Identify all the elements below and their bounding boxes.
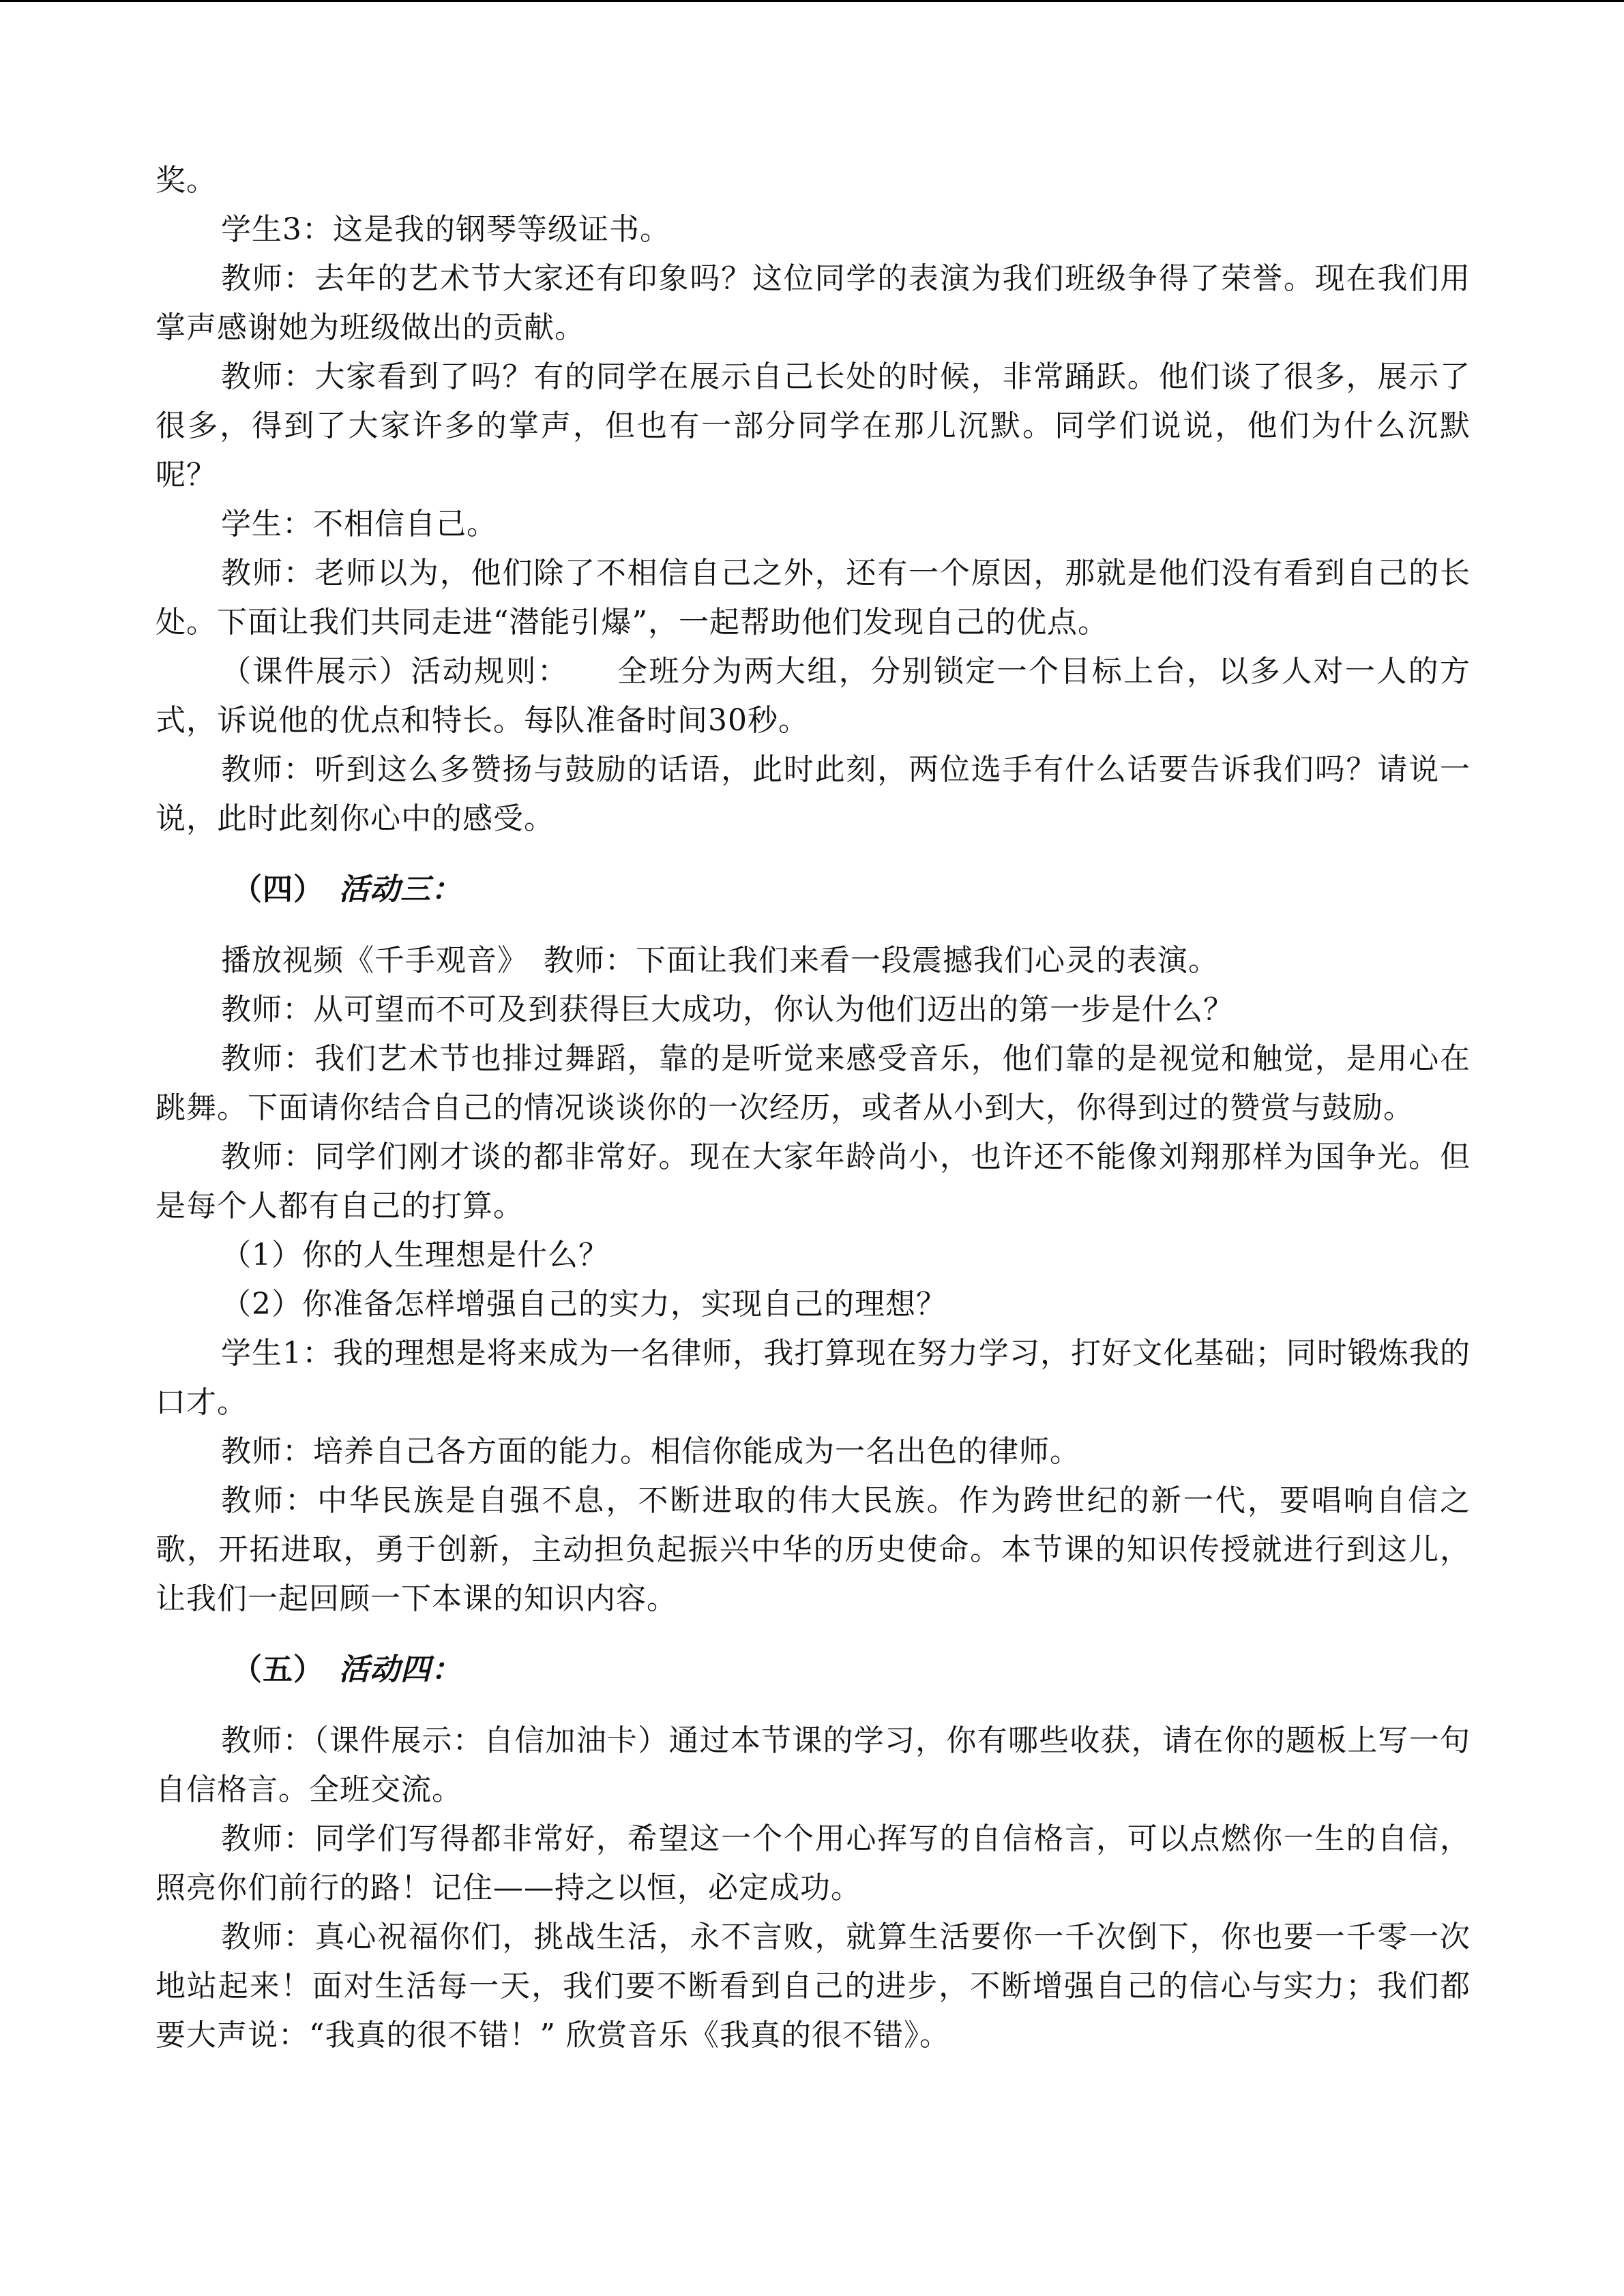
paragraph: 教师：老师以为，他们除了不相信自己之外，还有一个原因，那就是他们没有看到自己的长处。下面让我们共同走进“潜能引爆”，一起帮助他们发现自己的优点。 [156,556,1471,640]
section-title: 活动三： [339,872,462,907]
paragraph: 教师：中华民族是自强不息，不断进取的伟大民族。作为跨世纪的新一代，要唱响自信之歌，开拓进取，勇于创新，主动担负起振兴中华的历史使命。本节课的知识传授就进行到这儿，让我们一起回顾一下本课的知识内容。 [156,1483,1471,1616]
paragraph: 教师：从可望而不可及到获得巨大成功，你认为他们迈出的第一步是什么？ [221,992,1234,1027]
section-number: （五） [232,1652,324,1687]
section-number: （四） [232,872,324,907]
paragraph: （2）你准备怎样增强自己的实力，实现自己的理想？ [221,1287,947,1322]
paragraph: 教师：同学们刚才谈的都非常好。现在大家年龄尚小，也许还不能像刘翔那样为国争光。但是每个人都有自己的打算。 [156,1139,1471,1223]
paragraph: 学生1：我的理想是将来成为一名律师，我打算现在努力学习，打好文化基础；同时锻炼我的口才。 [156,1336,1471,1420]
paragraph: 教师：去年的艺术节大家还有印象吗？这位同学的表演为我们班级争得了荣誉。现在我们用掌声感谢她为班级做出的贡献。 [156,261,1471,345]
paragraph: （课件展示）活动规则： 全班分为两大组，分别锁定一个目标上台，以多人对一人的方式，诉说他的优点和特长。每队准备时间30秒。 [156,654,1471,738]
paragraph: 教师：（课件展示：自信加油卡）通过本节课的学习，你有哪些收获，请在你的题板上写一句自信格言。全班交流。 [156,1723,1471,1807]
paragraph: 教师：培养自己各方面的能力。相信你能成为一名出色的律师。 [221,1434,1080,1469]
paragraph: 教师：听到这么多赞扬与鼓励的话语，此时此刻，两位选手有什么话要告诉我们吗？请说一说，此时此刻你心中的感受。 [156,752,1471,836]
section-heading-activity-4 [156,1645,1471,1695]
paragraph: 教师：同学们写得都非常好，希望这一个个用心挥写的自信格言，可以点燃你一生的自信，照亮你们前行的路！记住——持之以恒，必定成功。 [156,1821,1471,1905]
paragraph: 奖。 [156,163,217,198]
section-title: 活动四： [339,1652,462,1687]
paragraph: 学生3：这是我的钢琴等级证书。 [221,212,670,247]
paragraph: 教师：真心祝福你们，挑战生活，永不言败，就算生活要你一千次倒下，你也要一千零一次地站起来！面对生活每一天，我们要不断看到自己的进步，不断增强自己的信心与实力；我们都要大声说：“我真的很不错！” 欣赏音乐《我真的很不错》。 [156,1920,1471,2053]
paragraph: 教师：我们艺术节也排过舞蹈，靠的是听觉来感受音乐，他们靠的是视觉和触觉，是用心在跳舞。下面请你结合自己的情况谈谈你的一次经历，或者从小到大，你得到过的赞赏与鼓励。 [156,1041,1471,1125]
paragraph: 学生：不相信自己。 [221,507,497,541]
paragraph: 教师：大家看到了吗？有的同学在展示自己长处的时候，非常踊跃。他们谈了很多，展示了很多，得到了大家许多的掌声，但也有一部分同学在那儿沉默。同学们说说，他们为什么沉默呢？ [156,359,1471,492]
section-heading-activity-3 [156,865,1471,914]
paragraph: （1）你的人生理想是什么？ [221,1238,609,1272]
document-body [156,156,1471,2060]
paragraph: 播放视频《千手观音》 教师：下面让我们来看一段震撼我们心灵的表演。 [221,943,1219,978]
